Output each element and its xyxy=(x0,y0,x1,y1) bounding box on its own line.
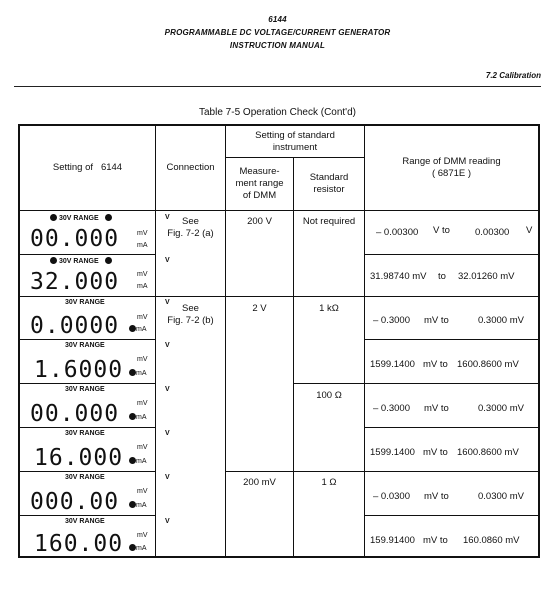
header-bottom-rule xyxy=(20,210,538,211)
resistor-not-required xyxy=(294,216,364,230)
unit-ma: mA xyxy=(137,283,148,290)
indicator-dot-icon xyxy=(50,214,57,221)
unit-ma-active xyxy=(129,413,147,421)
unit-ma: mA xyxy=(136,458,147,465)
unit-ma-active xyxy=(129,501,147,509)
range-indicator xyxy=(50,257,112,265)
connection-fig-b xyxy=(156,303,225,333)
row-rule xyxy=(225,471,538,472)
reading-mid: mV to xyxy=(423,359,448,370)
reading-high: 1600.8600 mV xyxy=(457,447,519,458)
resistor-1k xyxy=(294,303,364,317)
reading-high: 32.01260 mV xyxy=(458,271,515,282)
unit-ma: mA xyxy=(136,370,147,377)
seven-segment-display: 00.000 xyxy=(30,226,120,252)
header-setting xyxy=(20,126,155,210)
reading-high: 0.00300 xyxy=(475,227,510,238)
row-rule xyxy=(364,339,538,340)
range-label: 30V RANGE xyxy=(65,342,105,349)
range-label: 30V RANGE xyxy=(65,430,105,437)
header-standard-resistor-line1: Standard xyxy=(309,172,349,183)
unit-ma: mA xyxy=(136,545,147,552)
reading-mid: mV to xyxy=(424,403,449,414)
header-measurement-range xyxy=(226,158,293,210)
indicator-dot-icon xyxy=(129,544,136,551)
unit-ma: mA xyxy=(137,242,148,249)
unit-mv: mV xyxy=(137,400,148,407)
unit-ma-active xyxy=(129,325,147,333)
unit-v: V xyxy=(165,386,170,393)
reading-low: – 0.3000 xyxy=(373,403,410,414)
reading-low: 1599.1400 xyxy=(370,359,415,370)
header-standard-instrument-line1: Setting of standard xyxy=(255,129,335,141)
indicator-dot-icon xyxy=(105,214,112,221)
resistor-100 xyxy=(294,390,364,404)
range-indicator xyxy=(65,386,105,393)
reading-low: – 0.0300 xyxy=(373,491,410,502)
reading-low: – 0.00300 xyxy=(376,227,419,238)
reading-mid: mV to xyxy=(423,447,448,458)
unit-mv: mV xyxy=(137,356,148,363)
reading-mid: mV to xyxy=(424,491,449,502)
unit-ma-active xyxy=(129,457,147,465)
header-measurement-range-line3: of DMM xyxy=(242,190,277,201)
dmm-range-200v-text: 200 V xyxy=(247,216,272,227)
dmm-range-200mv-text: 200 mV xyxy=(243,477,276,488)
header-rule xyxy=(14,86,541,87)
header-measurement-range-line2: ment range xyxy=(235,178,284,189)
header-setting-text: Setting of xyxy=(52,162,94,173)
row-rule xyxy=(20,515,155,516)
reading-mid: V to xyxy=(433,225,450,236)
unit-v: V xyxy=(165,474,170,481)
unit-ma-active xyxy=(129,544,147,552)
reading-high: 160.0860 mV xyxy=(463,535,520,546)
range-label: 30V RANGE xyxy=(65,518,105,525)
unit-v: V xyxy=(165,430,170,437)
range-indicator xyxy=(65,474,105,481)
seven-segment-display: 00.000 xyxy=(30,401,120,427)
header-dmm-reading-line2: ( 6871E ) xyxy=(431,168,472,179)
row-rule xyxy=(293,383,538,384)
range-label: 30V RANGE xyxy=(65,299,105,306)
header-dmm-reading-line1: Range of DMM reading xyxy=(402,156,501,167)
range-indicator xyxy=(65,518,105,525)
dmm-range-2v-text: 2 V xyxy=(252,303,267,314)
reading-low: 159.91400 xyxy=(370,535,415,546)
connection-fig-a-line2: Fig. 7-2 (a) xyxy=(167,228,214,239)
reading-high: 0.0300 mV xyxy=(478,491,524,502)
reading-mid: mV to xyxy=(423,535,448,546)
document-subtitle: INSTRUCTION MANUAL xyxy=(229,41,326,50)
indicator-dot-icon xyxy=(50,257,57,264)
table-caption: Table 7-5 Operation Check (Cont'd) xyxy=(199,107,356,118)
seven-segment-display: 32.000 xyxy=(30,269,120,295)
unit-ma: mA xyxy=(136,502,147,509)
header-dmm-reading xyxy=(365,126,538,210)
row-rule xyxy=(364,254,538,255)
section-label: 7.2 Calibration xyxy=(485,71,541,80)
row-rule xyxy=(364,515,538,516)
unit-ma: mA xyxy=(136,326,147,333)
indicator-dot-icon xyxy=(105,257,112,264)
reading-high: 0.3000 mV xyxy=(478,315,524,326)
unit-ma-active xyxy=(129,369,147,377)
header-connection xyxy=(156,126,225,210)
unit-v: V xyxy=(165,257,170,264)
range-indicator xyxy=(65,299,105,306)
reading-high: 0.3000 mV xyxy=(478,403,524,414)
header-standard-instrument-line2: instrument xyxy=(272,141,318,153)
indicator-dot-icon xyxy=(129,457,136,464)
reading-low: 31.98740 mV xyxy=(370,271,427,282)
resistor-not-required-text: Not required xyxy=(302,216,356,227)
header-setting-model: 6144 xyxy=(100,162,123,173)
range-indicator xyxy=(65,342,105,349)
row-rule xyxy=(20,383,155,384)
seven-segment-display: 000.00 xyxy=(30,489,120,515)
header-standard-resistor-line2: resistor xyxy=(313,184,345,195)
range-label: 30V RANGE xyxy=(58,258,99,265)
connection-fig-a-line1: See xyxy=(182,216,199,227)
reading-end: V xyxy=(526,225,533,236)
dmm-range-200mv xyxy=(226,477,293,491)
indicator-dot-icon xyxy=(129,501,136,508)
indicator-dot-icon xyxy=(129,369,136,376)
row-rule xyxy=(20,427,155,428)
row-rule xyxy=(20,296,538,297)
header-measurement-range-line1: Measure- xyxy=(239,166,280,177)
unit-mv: mV xyxy=(137,314,148,321)
header-standard-instrument xyxy=(226,126,364,157)
model-number: 6144 xyxy=(268,15,287,24)
indicator-dot-icon xyxy=(129,413,136,420)
reading-high: 1600.8600 mV xyxy=(457,359,519,370)
reading-low: 1599.1400 xyxy=(370,447,415,458)
unit-mv: mV xyxy=(137,271,148,278)
dmm-range-2v xyxy=(226,303,293,317)
unit-ma: mA xyxy=(136,414,147,421)
connection-fig-b-line1: See xyxy=(182,303,199,314)
resistor-1k-text: 1 kΩ xyxy=(319,303,339,314)
unit-v: V xyxy=(165,518,170,525)
row-rule xyxy=(20,471,155,472)
range-label: 30V RANGE xyxy=(58,215,99,222)
seven-segment-display: 0.0000 xyxy=(30,313,120,339)
unit-mv: mV xyxy=(137,488,148,495)
range-indicator xyxy=(50,214,112,222)
resistor-1-text: 1 Ω xyxy=(321,477,337,488)
unit-mv: mV xyxy=(137,444,148,451)
seven-segment-display: 1.6000 xyxy=(34,357,124,383)
reading-mid: to xyxy=(438,271,446,282)
row-rule xyxy=(20,339,155,340)
reading-low: – 0.3000 xyxy=(373,315,410,326)
indicator-dot-icon xyxy=(129,325,136,332)
seven-segment-display: 16.000 xyxy=(34,445,124,471)
header-connection-text: Connection xyxy=(166,162,215,173)
range-label: 30V RANGE xyxy=(65,474,105,481)
operation-check-table xyxy=(18,124,540,558)
document-title: PROGRAMMABLE DC VOLTAGE/CURRENT GENERATOR xyxy=(164,28,391,37)
range-label: 30V RANGE xyxy=(65,386,105,393)
range-indicator xyxy=(65,430,105,437)
resistor-1 xyxy=(294,477,364,491)
unit-mv: mV xyxy=(137,230,148,237)
connection-fig-b-line2: Fig. 7-2 (b) xyxy=(167,315,214,326)
row-rule xyxy=(20,254,155,255)
header-standard-resistor xyxy=(294,158,364,210)
row-rule xyxy=(364,427,538,428)
dmm-range-200v xyxy=(226,216,293,230)
unit-v: V xyxy=(165,214,170,221)
unit-v: V xyxy=(165,299,170,306)
resistor-100-text: 100 Ω xyxy=(316,390,342,401)
unit-v: V xyxy=(165,342,170,349)
reading-mid: mV to xyxy=(424,315,449,326)
unit-mv: mV xyxy=(137,532,148,539)
seven-segment-display: 160.00 xyxy=(34,531,124,557)
